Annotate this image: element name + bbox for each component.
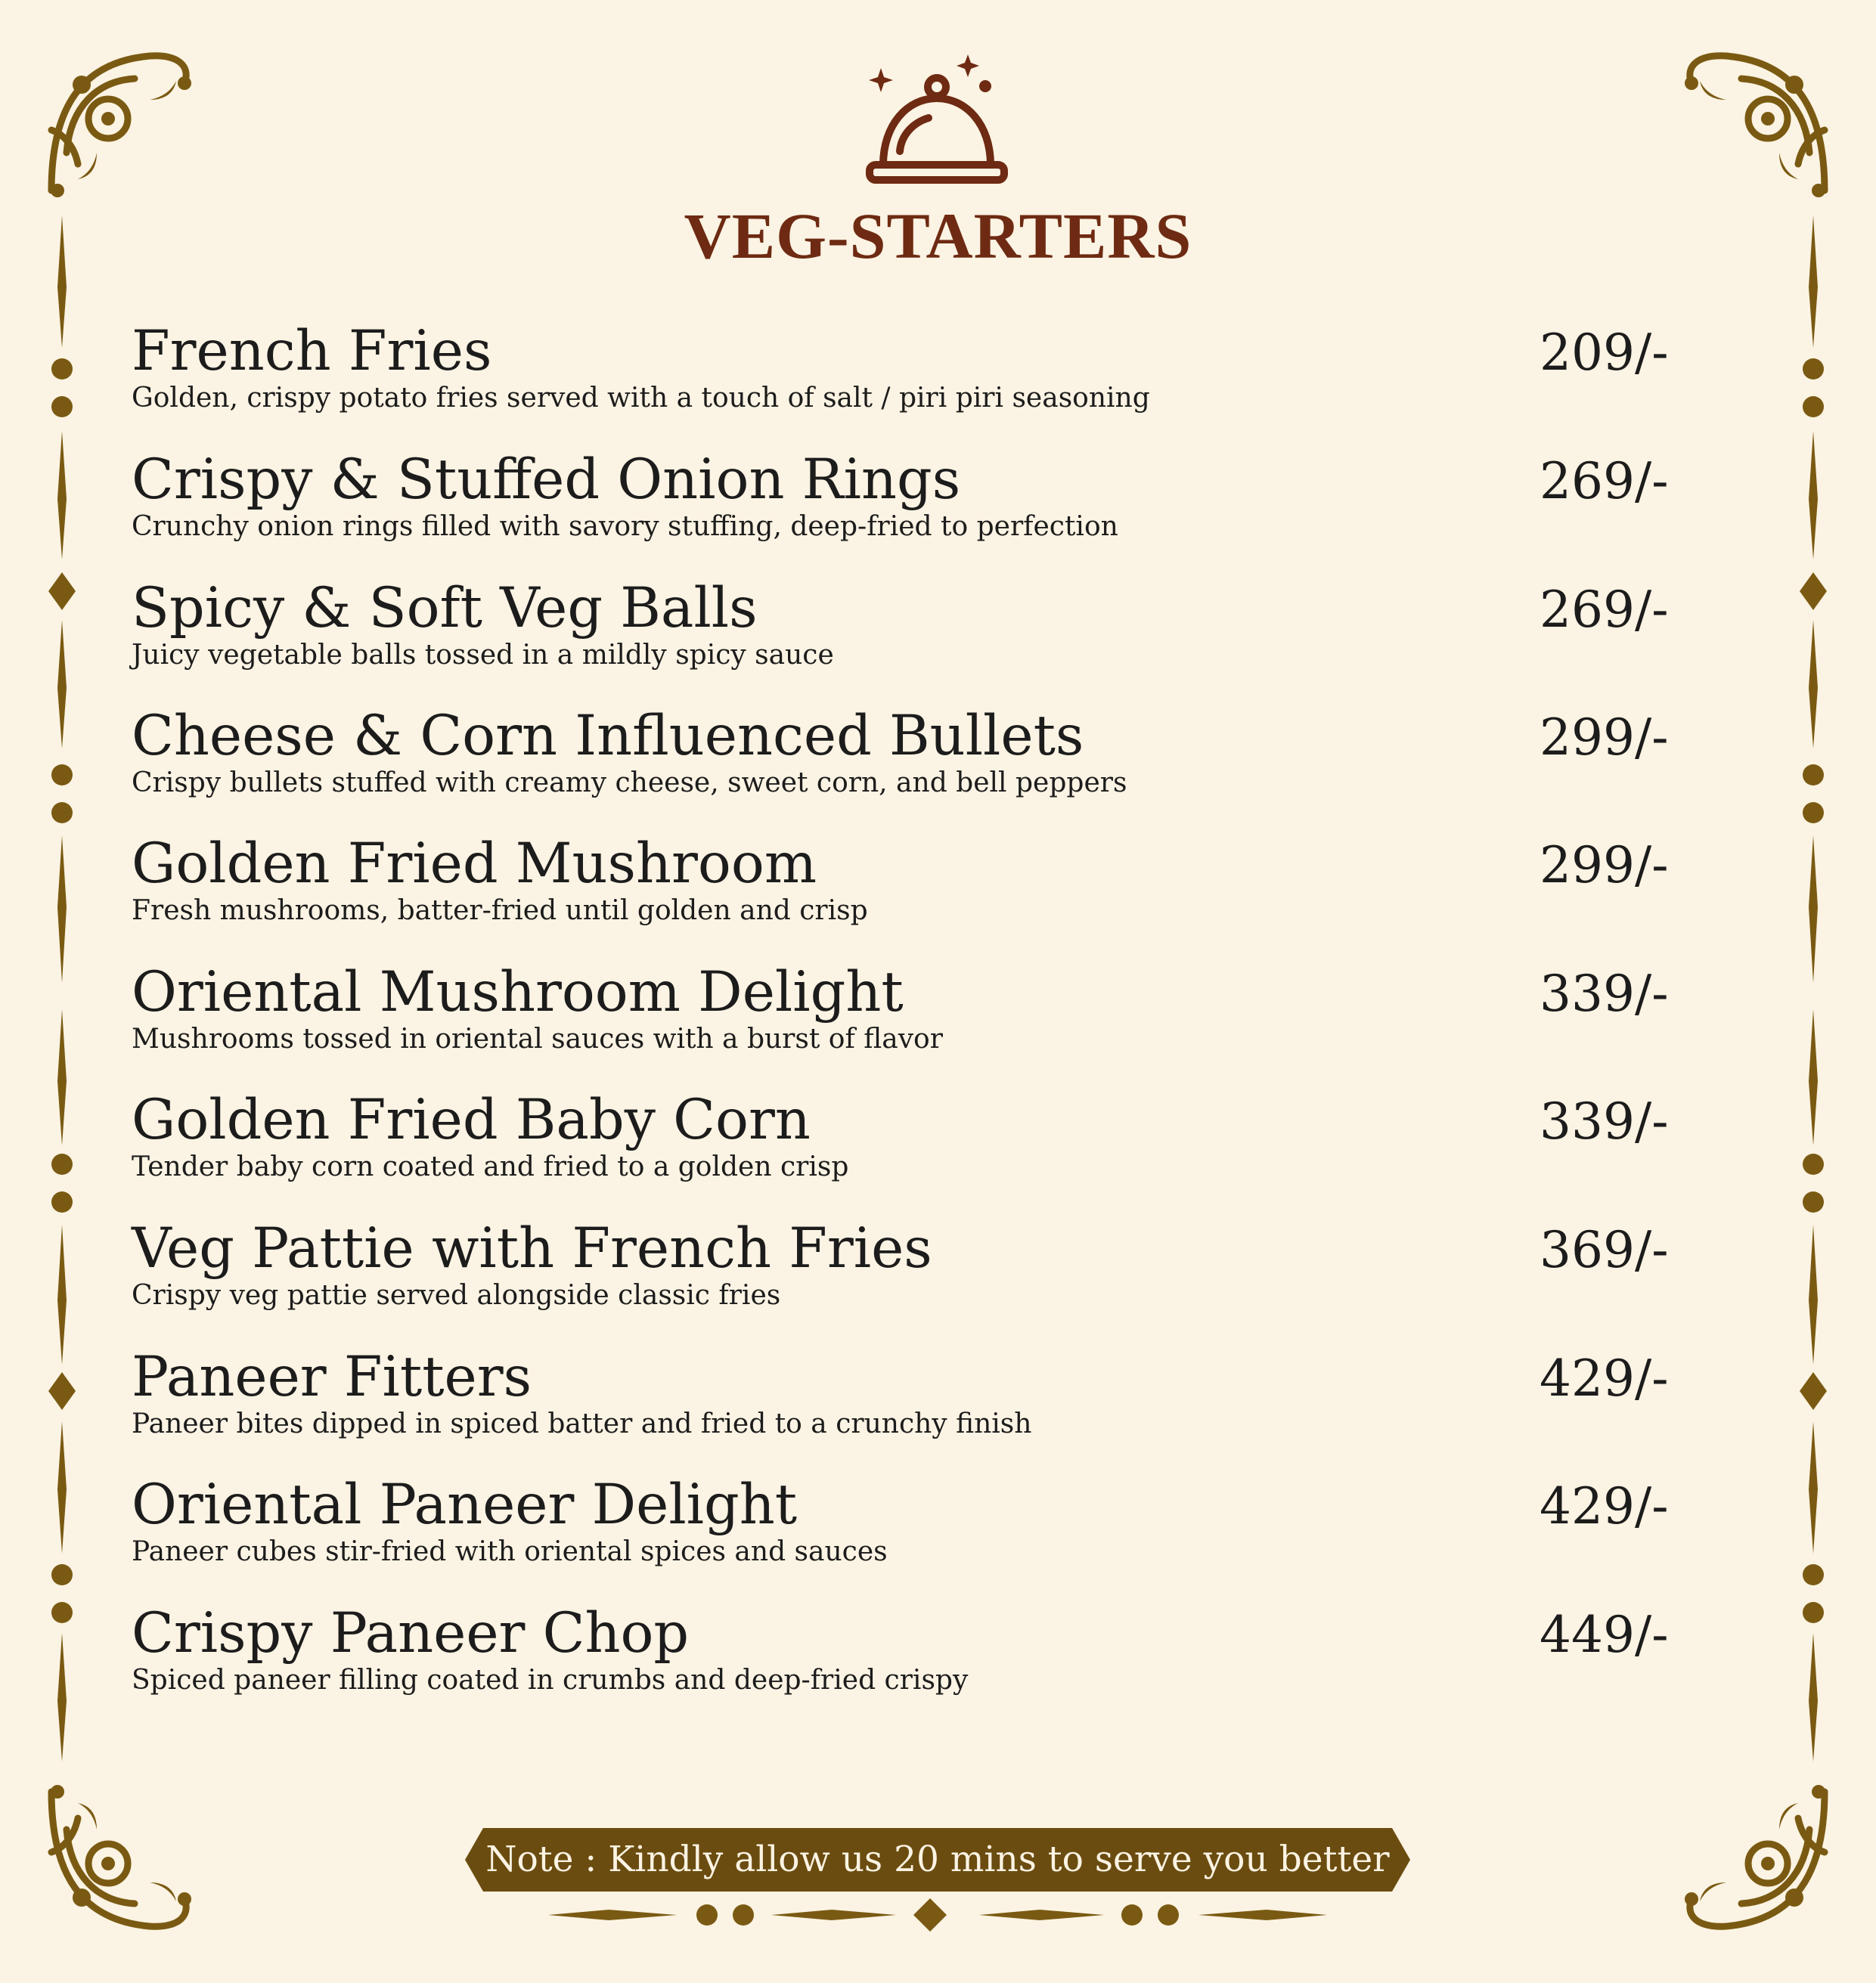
menu-item-name: Oriental Paneer Delight bbox=[132, 1473, 798, 1537]
menu-item-description: Paneer bites dipped in spiced batter and fried to a crunchy finish bbox=[132, 1408, 1032, 1439]
menu-item bbox=[132, 962, 1704, 1076]
menu-item bbox=[132, 1090, 1704, 1204]
menu-item-description: Juicy vegetable balls tossed in a mildly spicy sauce bbox=[132, 640, 834, 671]
menu-item-name: Spicy & Soft Veg Balls bbox=[132, 576, 758, 640]
menu-item bbox=[132, 1216, 1704, 1332]
menu-item-name: Golden Fried Baby Corn bbox=[132, 1088, 811, 1152]
menu-item-price: 429/- bbox=[1540, 1349, 1669, 1408]
menu-item-name: French Fries bbox=[132, 319, 492, 383]
footer-divider-ornament-icon bbox=[548, 1896, 1327, 1934]
menu-item-description: Mushrooms tossed in oriental sauces with a burst of flavor bbox=[132, 1024, 943, 1055]
menu-item-price: 269/- bbox=[1540, 581, 1669, 639]
menu-item-price: 339/- bbox=[1540, 965, 1669, 1023]
menu-item-name: Crispy & Stuffed Onion Rings bbox=[132, 448, 961, 512]
menu-item-price: 299/- bbox=[1540, 708, 1669, 767]
menu-item-description: Crunchy onion rings filled with savory stuffing, deep-fried to perfection bbox=[132, 511, 1118, 542]
menu-item-name: Golden Fried Mushroom bbox=[132, 832, 817, 896]
footer-note-banner bbox=[465, 1828, 1410, 1892]
menu-item bbox=[132, 1475, 1704, 1588]
menu-item-price: 449/- bbox=[1540, 1606, 1669, 1664]
menu-item-price: 429/- bbox=[1540, 1477, 1669, 1535]
menu-item bbox=[132, 834, 1704, 947]
menu-item-description: Tender baby corn coated and fried to a golden crisp bbox=[132, 1151, 849, 1182]
menu-item bbox=[132, 1603, 1704, 1717]
menu-item-description: Paneer cubes stir-fried with oriental spices and sauces bbox=[132, 1536, 888, 1567]
menu-item-description: Spiced paneer filling coated in crumbs and deep-fried crispy bbox=[132, 1665, 969, 1696]
menu-item-name: Veg Pattie with French Fries bbox=[132, 1216, 932, 1281]
menu-item-description: Fresh mushrooms, batter-fried until golden and crisp bbox=[132, 895, 868, 926]
menu-item-name: Oriental Mushroom Delight bbox=[132, 960, 904, 1024]
menu-item-description: Golden, crispy potato fries served with a touch of salt / piri piri seasoning bbox=[132, 383, 1150, 414]
footer-note-text: Note : Kindly allow us 20 mins to serve you better bbox=[485, 1839, 1390, 1880]
menu-item bbox=[132, 706, 1704, 820]
menu-item bbox=[132, 450, 1704, 563]
menu-item-description: Crispy veg pattie served alongside classic fries bbox=[132, 1280, 781, 1311]
menu-item bbox=[132, 321, 1704, 435]
menu-item-price: 339/- bbox=[1540, 1092, 1669, 1151]
menu-item bbox=[132, 1347, 1704, 1461]
menu-item-price: 269/- bbox=[1540, 452, 1669, 510]
menu-item-name: Crispy Paneer Chop bbox=[132, 1601, 690, 1665]
menu-item-price: 299/- bbox=[1540, 836, 1669, 894]
food-cloche-icon bbox=[862, 53, 1021, 189]
menu-item-description: Crispy bullets stuffed with creamy cheese, sweet corn, and bell peppers bbox=[132, 767, 1127, 798]
menu-item bbox=[132, 578, 1704, 692]
menu-item-name: Paneer Fitters bbox=[132, 1345, 532, 1409]
page-title: VEG-STARTERS bbox=[684, 200, 1192, 272]
menu-item-price: 209/- bbox=[1540, 324, 1669, 382]
left-border-ornament-icon bbox=[39, 0, 85, 1983]
right-border-ornament-icon bbox=[1791, 0, 1836, 1983]
menu-item-name: Cheese & Corn Influenced Bullets bbox=[132, 704, 1084, 768]
menu-item-price: 369/- bbox=[1540, 1221, 1669, 1279]
